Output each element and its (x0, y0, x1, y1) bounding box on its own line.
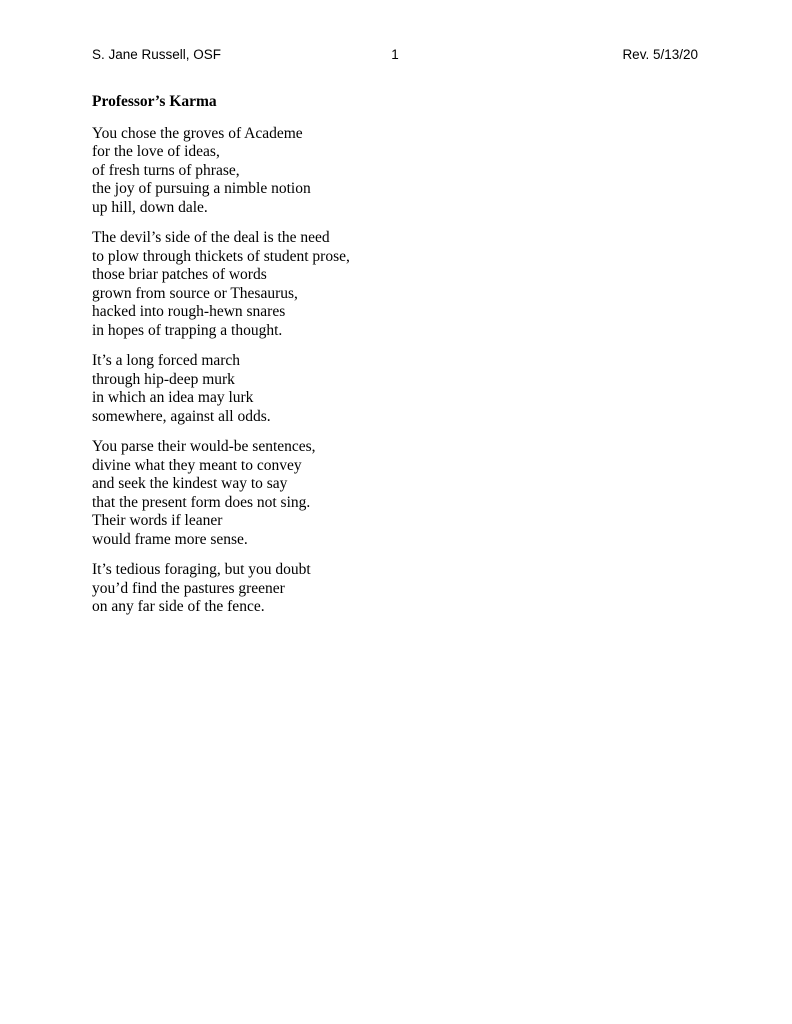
poem-line: grown from source or Thesaurus, (92, 284, 298, 302)
poem-title: Professor’s Karma (92, 93, 217, 110)
header-revision-date: Rev. 5/13/20 (622, 47, 698, 62)
poem-line: the joy of pursuing a nimble notion (92, 180, 311, 197)
poem-line: It’s tedious foraging, but you doubt (92, 561, 311, 578)
poem-line: in hopes of trapping a thought. (92, 321, 283, 339)
poem-line: up hill, down dale. (92, 198, 208, 216)
poem-line: You parse their would-be sentences, (92, 438, 316, 455)
poem-line: would frame more sense. (92, 530, 248, 548)
document-body (92, 93, 652, 629)
poem-line: divine what they meant to convey (92, 456, 302, 474)
poem-stanzas (92, 125, 652, 617)
poem-stanza (92, 438, 652, 549)
poem-line: of fresh turns of phrase, (92, 161, 240, 179)
poem-line: somewhere, against all odds. (92, 407, 271, 425)
poem-line: The devil’s side of the deal is the need (92, 229, 330, 246)
poem-line: on any far side of the fence. (92, 598, 265, 615)
poem-line: You chose the groves of Academe (92, 124, 303, 142)
header-author: S. Jane Russell, OSF (92, 47, 222, 62)
poem-line: for the love of ideas, (92, 143, 220, 160)
poem-line: through hip-deep murk (92, 370, 235, 388)
poem-line: It’s a long forced march (92, 352, 241, 369)
poem-line: to plow through thickets of student prose, (92, 247, 350, 265)
page-header (92, 47, 698, 63)
poem-line: Their words if leaner (92, 512, 223, 529)
poem-line: in which an idea may lurk (92, 389, 254, 406)
poem-stanza (92, 229, 652, 340)
poem-stanza (92, 125, 652, 218)
poem-stanza (92, 561, 652, 617)
poem-line: that the present form does not sing. (92, 493, 311, 511)
poem-line: and seek the kindest way to say (92, 475, 288, 492)
poem-line: hacked into rough-hewn snares (92, 303, 286, 320)
poem-line: those briar patches of words (92, 266, 267, 283)
poem-line: you’d find the pastures greener (92, 579, 285, 597)
poem-stanza (92, 352, 652, 426)
header-page-number: 1 (391, 47, 399, 62)
